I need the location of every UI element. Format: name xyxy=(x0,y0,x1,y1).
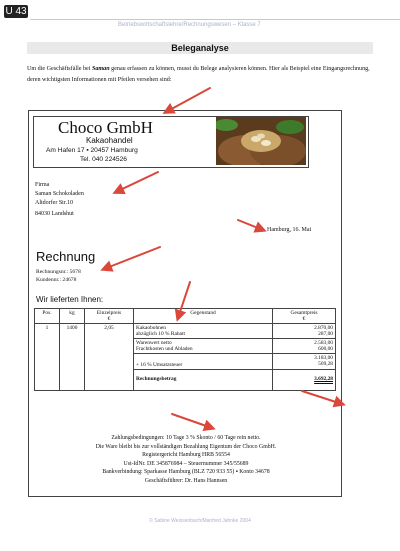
header-pos: Pos. xyxy=(35,309,60,324)
item-invoice-total: Rechnungsbetrag xyxy=(134,370,273,391)
company-trade: Kakaohandel xyxy=(86,136,133,145)
footer-ownership: Die Ware bleibt bis zur vollständigen Bezahlung Eigentum der Choco GmbH. xyxy=(95,443,277,450)
page-title: Beleganalyse xyxy=(27,42,373,54)
recipient-line3: Altdorfer Str.10 xyxy=(35,200,73,206)
arrow-payment-terms xyxy=(172,414,212,428)
header-total-label: Gesamtpreis xyxy=(290,310,318,316)
invoice-date: Hamburg, 16. Mai xyxy=(267,227,312,233)
item-freight: Frachtkosten und Abladen xyxy=(136,346,193,352)
arrow-item xyxy=(178,282,190,318)
header-kg: kg xyxy=(60,309,85,324)
total-discount: 287,00 xyxy=(318,331,333,337)
chapter-badge-label: U 43 xyxy=(5,6,27,17)
arrow-recipient xyxy=(116,172,158,192)
footer-payment-terms: Zahlungsbedingungen: 10 Tage 3 % Skonto / 60 Tage rein netto. xyxy=(111,435,261,441)
total-subtotal: 3.183,00 xyxy=(314,355,333,361)
recipient-city: 84030 Landshut xyxy=(35,211,74,217)
invoice-number: Rechnungsnr.: 5678 xyxy=(36,269,81,275)
company-name: Choco GmbH xyxy=(58,118,153,137)
arrow-date xyxy=(238,220,263,230)
cell-unit-price: 2,05 xyxy=(85,324,134,391)
total-invoice-amount: 3.692,28 xyxy=(273,370,336,391)
intro-part2: genau erfassen zu können, musst du Belege analysieren können. Hier als Beispiel eine Eingangsrechnung, deren wichtigsten Informationen mit Pfeilen versehen sind: xyxy=(27,66,370,83)
item-discount: abzüglich 10 % Rabatt xyxy=(136,331,185,337)
footer-register: Registergericht Hamburg HRB 56554 xyxy=(142,452,230,459)
cell-pos: 1 xyxy=(35,324,60,391)
arrow-invoice-number xyxy=(104,247,160,269)
total-cocoa: 2.870,00 xyxy=(314,325,333,331)
company-phone: Tel. 040 224526 xyxy=(80,156,127,163)
company-address: Am Hafen 17 ▪ 20457 Hamburg xyxy=(46,147,138,154)
item-vat: + 16 % Umsatzsteuer xyxy=(136,362,183,368)
total-freight: 600,00 xyxy=(318,346,333,352)
footer-manager: Geschäftsführer: Dr. Hans Hannsen xyxy=(144,477,228,484)
header-unit-currency: € xyxy=(107,316,111,322)
header-item: Gegenstand xyxy=(134,309,273,324)
intro-part1: Um die Geschäftsfälle bei xyxy=(27,66,91,72)
recipient-line2: Saman Schokoladen xyxy=(35,191,84,197)
footer-bank: Bankverbindung: Sparkasse Hamburg (BLZ 720 933 55) ▪ Konto 34678 xyxy=(102,469,270,476)
footer-tax-ids: Ust-IdNr. DE 345876984 – Steuernummer 345/55689 xyxy=(123,460,249,467)
arrow-letterhead xyxy=(166,88,210,112)
total-vat: 509,28 xyxy=(318,361,333,367)
header-subtitle: Betriebswirtschaftslehre/Rechnungswesen – Klasse 7 xyxy=(118,22,261,28)
invoice-heading: Rechnung xyxy=(36,249,96,264)
header-unit-label: Einzelpreis xyxy=(96,310,122,316)
copyright: © Sabine Weissenbach/Manfred Jahnke 2004 xyxy=(149,518,251,524)
recipient-line1: Firma xyxy=(35,182,50,188)
customer-number: Kundennr.: 24678 xyxy=(36,277,77,283)
intro-signature: Saman xyxy=(91,66,110,72)
delivery-intro: Wir lieferten Ihnen: xyxy=(36,295,104,304)
arrow-invoice-total xyxy=(302,391,342,404)
item-cocoa: Kakaobohnen xyxy=(136,325,166,331)
item-net-value: Warenwert netto xyxy=(136,340,172,346)
cell-kg: 1400 xyxy=(60,324,85,391)
total-net-value: 2.583,00 xyxy=(314,340,333,346)
header-total-currency: € xyxy=(302,316,306,322)
